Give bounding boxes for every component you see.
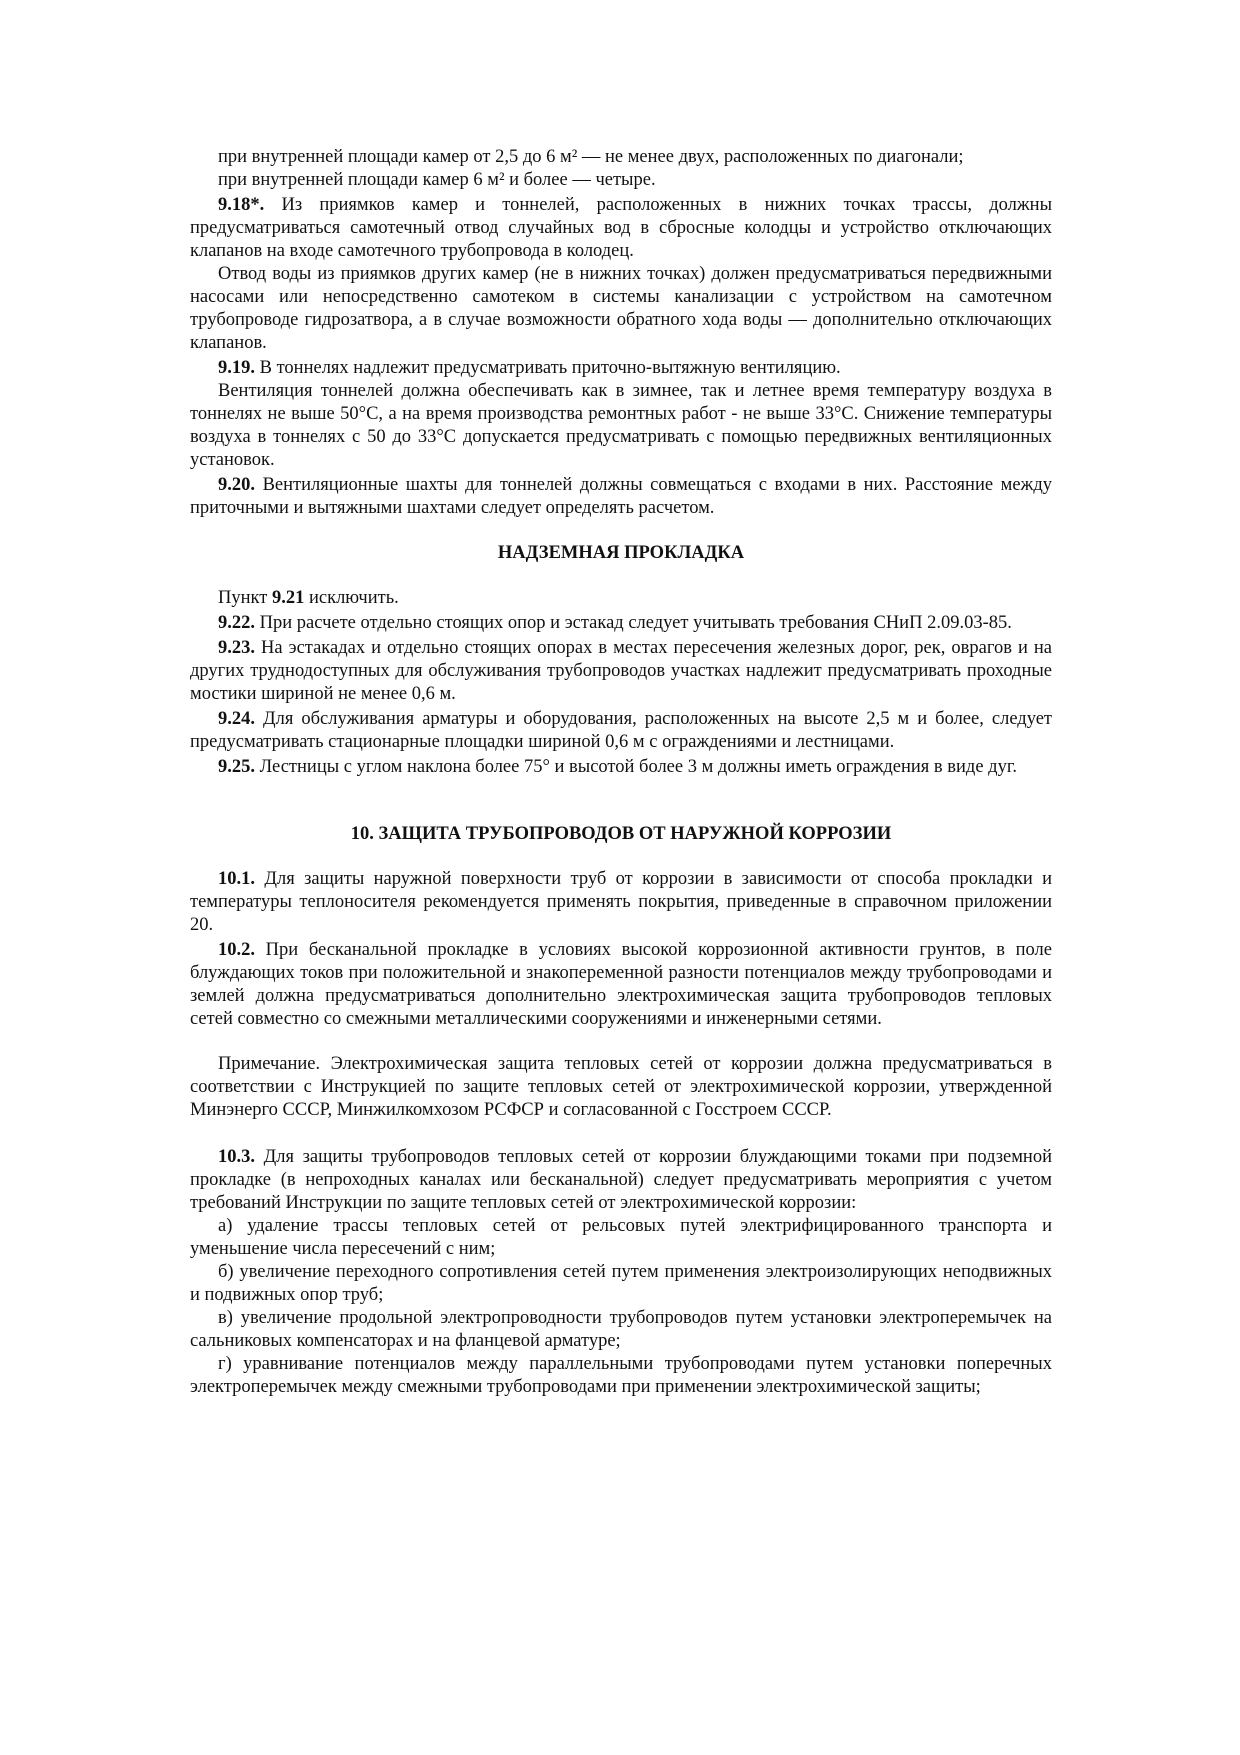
clause-number: 9.24. — [218, 709, 255, 729]
paragraph-text: б) увеличение переходного сопротивления сетей путем применения электроизолирующих неподвижных и подвижных опор труб; — [190, 1262, 1052, 1305]
paragraph — [190, 146, 1052, 169]
paragraph — [190, 612, 1052, 635]
paragraph — [190, 1146, 1052, 1215]
paragraph — [190, 1261, 1052, 1307]
paragraph-text: Отвод воды из приямков других камер (не в нижних точках) должен предусматриваться передвижными насосами или непосредственно самотеком в системы канализации с устройством на самотечном трубопроводе гидрозатвора, а в случае возможности обратного хода воды — дополнительно отключающих клапанов. — [190, 264, 1052, 353]
paragraph-text: Для защиты трубопроводов тепловых сетей от коррозии блуждающими токами при подземной прокладке (в непроходных каналах или бесканальной) следует предусматривать мероприятия с учетом требований Инструкции по защите тепловых сетей от электрохимической коррозии: — [190, 1147, 1052, 1213]
clause-number: 9.18*. — [218, 195, 265, 215]
paragraph-text: исключить. — [304, 588, 399, 608]
clause-number: 9.19. — [218, 358, 255, 378]
paragraph-text: При расчете отдельно стоящих опор и эстакад следует учитывать требования СНиП 2.09.03-85. — [255, 613, 1012, 633]
paragraph — [190, 939, 1052, 1031]
paragraph-text: В тоннелях надлежит предусматривать приточно-вытяжную вентиляцию. — [255, 358, 841, 378]
paragraph-text: Лестницы с углом наклона более 75° и высотой более 3 м должны иметь ограждения в виде дуг. — [255, 757, 1017, 777]
paragraph — [190, 637, 1052, 706]
paragraph — [190, 868, 1052, 937]
paragraph — [190, 263, 1052, 355]
paragraph — [190, 169, 1052, 192]
clause-number: 10.2. — [218, 940, 255, 960]
paragraph-text: Вентиляция тоннелей должна обеспечивать как в зимнее, так и летнее время температуру воздуха в тоннелях не выше 50°С, а на время производства ремонтных работ - не выше 33°С. Снижение температуры воздуха в тоннелях с 50 до 33°С допускается предусматривать с помощью передвижных вентиляционных установок. — [190, 381, 1052, 470]
paragraph — [190, 357, 1052, 380]
paragraph-text: г) уравнивание потенциалов между параллельными трубопроводами путем установки поперечных электроперемычек между смежными трубопроводами при применении электрохимической защиты; — [190, 1354, 1052, 1397]
spacer — [190, 1031, 1052, 1053]
paragraph-text: При бесканальной прокладке в условиях высокой коррозионной активности грунтов, в поле блуждающих токов при положительной и знакопеременной разности потенциалов между трубопроводами и землей должна предусматриваться дополнительно электрохимическая защита трубопроводов тепловых сетей совместно со смежными металлическими сооружениями и инженерными сетями. — [190, 940, 1052, 1029]
clause-number: 9.21 — [271, 588, 305, 608]
paragraph — [190, 756, 1052, 779]
paragraph-text: а) удаление трассы тепловых сетей от рельсовых путей электрифицированного транспорта и уменьшение числа пересечений с ним; — [190, 1216, 1052, 1259]
clause-number: 9.23. — [218, 638, 255, 658]
clause-number: 9.22. — [218, 613, 255, 633]
paragraph-text: Для обслуживания арматуры и оборудования, расположенных на высоте 2,5 м и более, следует предусматривать стационарные площадки шириной 0,6 м с ограждениями и лестницами. — [190, 709, 1052, 752]
paragraph — [190, 1053, 1052, 1122]
paragraph — [190, 474, 1052, 520]
document-page — [190, 146, 1052, 1399]
paragraph — [190, 380, 1052, 472]
clause-number: 10.1. — [218, 869, 255, 889]
clause-number: 9.25. — [218, 757, 255, 777]
paragraph-text: Вентиляционные шахты для тоннелей должны совмещаться с входами в них. Расстояние между приточными и вытяжными шахтами следует определять расчетом. — [190, 475, 1052, 518]
paragraph — [190, 1215, 1052, 1261]
paragraph-prefix: Пункт — [218, 588, 272, 608]
paragraph-text: Из приямков камер и тоннелей, расположенных в нижних точках трассы, должны предусматриваться самотечный отвод случайных вод в сбросные колодцы и устройство отключающих клапанов на входе самотечного трубопровода в колодец. — [190, 195, 1052, 261]
paragraph-text: в) увеличение продольной электропроводности трубопроводов путем установки электроперемычек на сальниковых компенсаторах и на фланцевой арматуре; — [190, 1308, 1052, 1351]
paragraph-text: На эстакадах и отдельно стоящих опорах в местах пересечения железных дорог, рек, оврагов и на других труднодоступных для обслуживания трубопроводов участках надлежит предусматривать проходные мостики шириной не менее 0,6 м. — [190, 638, 1052, 704]
clause-number: 9.20. — [218, 475, 255, 495]
section-heading: 10. ЗАЩИТА ТРУБОПРОВОДОВ ОТ НАРУЖНОЙ КОРРОЗИИ — [350, 824, 892, 844]
paragraph-text: Для защиты наружной поверхности труб от коррозии в зависимости от способа прокладки и температуры теплоносителя рекомендуется применять покрытия, приведенные в справочном приложении 20. — [190, 869, 1052, 935]
paragraph — [190, 194, 1052, 263]
paragraph — [190, 1353, 1052, 1399]
paragraph — [190, 587, 1052, 610]
clause-number: 10.3. — [218, 1147, 255, 1167]
section-heading: НАДЗЕМНАЯ ПРОКЛАДКА — [497, 543, 745, 563]
paragraph-text: при внутренней площади камер от 2,5 до 6 м² — не менее двух, расположенных по диагонали; — [218, 147, 964, 167]
spacer — [190, 1122, 1052, 1144]
paragraph — [190, 1307, 1052, 1353]
paragraph-text: при внутренней площади камер 6 м² и более — четыре. — [218, 170, 656, 190]
paragraph — [190, 708, 1052, 754]
paragraph-text: Примечание. Электрохимическая защита тепловых сетей от коррозии должна предусматриваться в соответствии с Инструкцией по защите тепловых сетей от электрохимической коррозии, утвержденной Минэнерго СССР, Минжилкомхозом РСФСР и согласованной с Госстроем СССР. — [190, 1054, 1052, 1120]
